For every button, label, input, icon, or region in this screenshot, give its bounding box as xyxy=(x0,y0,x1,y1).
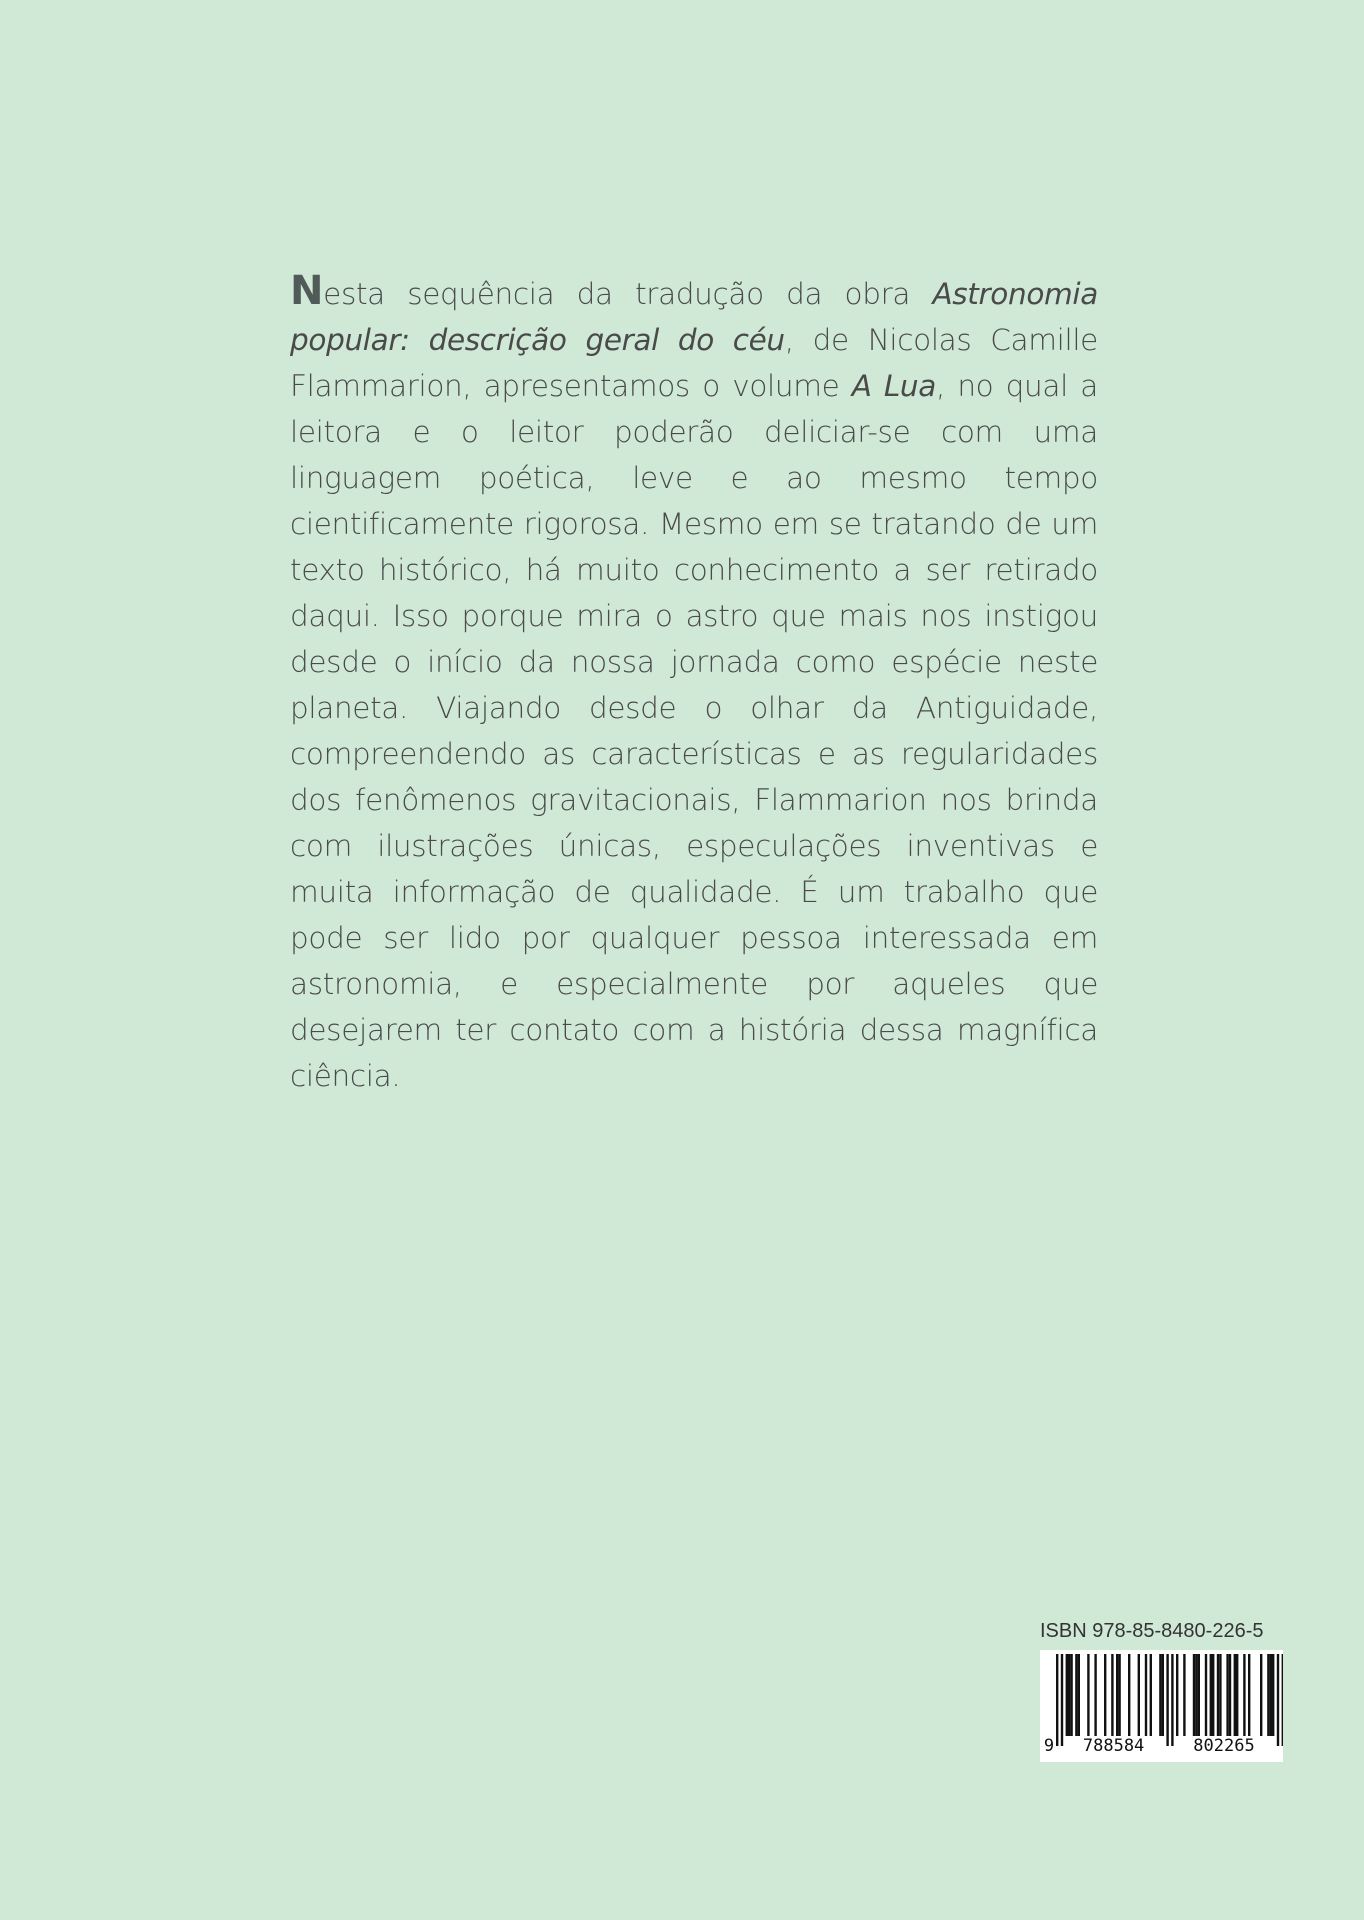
barcode-bar xyxy=(1217,1654,1219,1736)
isbn-label: ISBN 978-85-8480-226-5 xyxy=(1040,1620,1264,1642)
barcode-digits: 9 xyxy=(1043,1736,1055,1756)
barcode-bar xyxy=(1282,1654,1283,1746)
book-title: Astronomia popular: descrição geral do céu xyxy=(290,277,1098,357)
barcode-bar xyxy=(1210,1654,1212,1736)
barcode-bar xyxy=(1226,1654,1228,1736)
barcode-bar xyxy=(1087,1654,1089,1736)
blurb-text-1: esta sequência da tradução da obra xyxy=(323,277,933,311)
barcode-bar xyxy=(1267,1654,1269,1736)
blurb-text-3: , no qual a leitora e o leitor poderão deliciar-se com uma linguagem poética, leve e ao mesmo tempo cientificamente rigorosa. Mesmo em se tratando de um texto histórico, há muito conhecimento a ser retirado daqui. Isso porque mira o astro que mais nos instigou desde o início da nossa jornada como espécie neste planeta. Viajando desde o olhar da Antiguidade, compreendendo as características e as regularidades dos fenômenos gravitacionais, Flammarion nos brinda com ilustrações únicas, especulações inventivas e muita informação de qualidade. É um trabalho que pode ser lido por qualquer pessoa interessada em astronomia, e especialmente por aqueles que desejarem ter contato com a história dessa magnífica ciência. xyxy=(290,369,1098,1093)
barcode-bar xyxy=(1162,1654,1164,1736)
barcode-bar xyxy=(1234,1654,1236,1736)
barcode-bar xyxy=(1219,1654,1221,1736)
barcode-bar xyxy=(1243,1654,1245,1736)
barcode-bar xyxy=(1075,1654,1077,1736)
barcode-bar xyxy=(1272,1654,1274,1736)
barcode-bar xyxy=(1166,1654,1168,1746)
barcode-bar xyxy=(1094,1654,1096,1736)
volume-title: A Lua xyxy=(851,369,936,403)
barcode-bar xyxy=(1195,1654,1197,1736)
barcode-bar xyxy=(1068,1654,1070,1736)
barcode-bar xyxy=(1229,1654,1231,1736)
barcode-bar xyxy=(1260,1654,1262,1736)
drop-cap: N xyxy=(290,268,324,314)
blurb-text-2: , de Nicolas Camille Flammarion, apresentamos o volume xyxy=(290,323,1098,403)
barcode-bar xyxy=(1277,1654,1279,1746)
barcode-bar xyxy=(1171,1654,1173,1746)
barcode-digits: 802265 xyxy=(1193,1736,1255,1756)
barcode-bar xyxy=(1111,1654,1113,1736)
barcode-digits: 788584 xyxy=(1082,1736,1145,1756)
barcode-bar xyxy=(1159,1654,1161,1736)
barcode-bar xyxy=(1070,1654,1072,1736)
barcode-bar xyxy=(1176,1654,1178,1736)
barcode-bar xyxy=(1193,1654,1195,1736)
barcode-bar xyxy=(1248,1654,1250,1736)
barcode-bar xyxy=(1138,1654,1140,1736)
barcode-bar xyxy=(1056,1654,1058,1746)
barcode-bar xyxy=(1198,1654,1200,1736)
barcode-bar xyxy=(1150,1654,1152,1736)
barcode-bar xyxy=(1078,1654,1080,1736)
barcode-bar xyxy=(1066,1654,1068,1736)
barcode-bar xyxy=(1270,1654,1272,1736)
barcode-graphic xyxy=(1040,1650,1283,1762)
back-cover-blurb xyxy=(290,268,1098,1099)
isbn-barcode xyxy=(1040,1650,1283,1762)
barcode-bar xyxy=(1183,1654,1185,1736)
barcode-bar xyxy=(1212,1654,1214,1736)
barcode-bar xyxy=(1236,1654,1238,1736)
barcode-bar xyxy=(1104,1654,1106,1736)
barcode-bar xyxy=(1116,1654,1118,1736)
barcode-bar xyxy=(1128,1654,1130,1736)
barcode-bar xyxy=(1145,1654,1147,1736)
barcode-bar xyxy=(1118,1654,1120,1736)
barcode-bar xyxy=(1061,1654,1063,1746)
barcode-bar xyxy=(1205,1654,1207,1736)
